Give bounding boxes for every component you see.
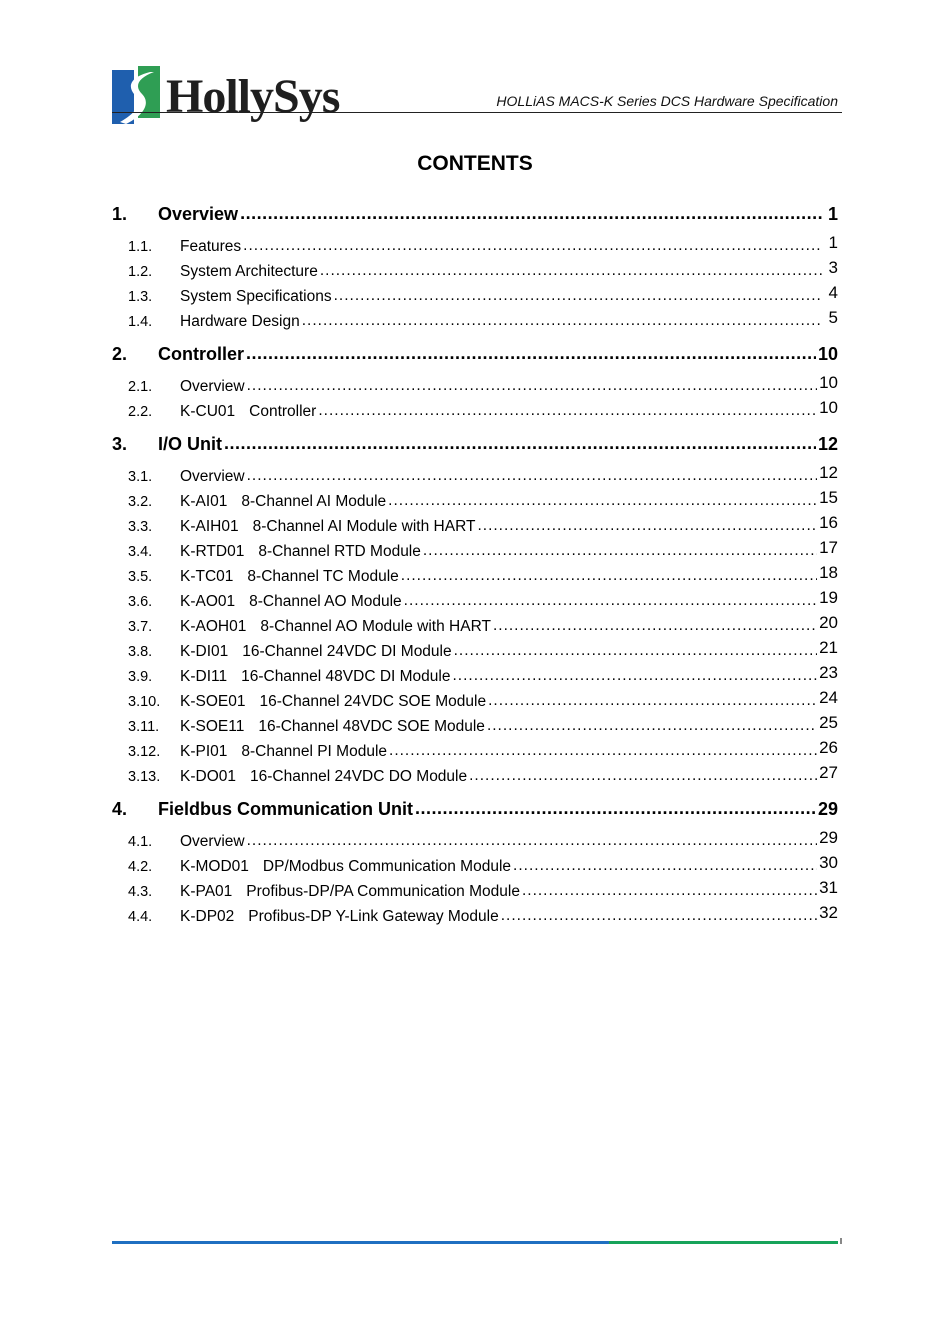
entry-title: Hardware Design [180,313,300,330]
module-code: K-AO01 [180,593,236,610]
entry-number: 3.13. [128,769,161,785]
toc-entry-row[interactable] [112,663,838,691]
entry-number: 3.9. [128,669,153,685]
entry-title: Controller [249,403,317,420]
entry-title-group [180,743,387,761]
entry-title-group [180,493,386,511]
entry-title-group [180,883,520,901]
entry-page-number: 5 [828,308,838,327]
toc-entry-row[interactable] [112,903,838,931]
contents-heading: CONTENTS [417,152,533,175]
dot-leader [415,798,816,819]
dot-leader [334,287,822,305]
dot-leader [452,667,817,685]
dot-leader [389,742,817,760]
entry-number: 4.4. [128,909,153,925]
toc-entry-row[interactable] [112,738,838,766]
dot-leader [469,767,817,785]
toc-entry-row[interactable] [112,688,838,716]
section-title: Controller [158,344,245,364]
module-code: K-MOD01 [180,858,249,875]
toc-entry-row[interactable] [112,828,838,856]
entry-title: 16-Channel 24VDC DO Module [250,768,468,785]
entry-number: 1.3. [128,289,153,305]
module-code: K-AI01 [180,493,228,510]
entry-page-number: 30 [819,853,838,872]
entry-title: 8-Channel TC Module [247,568,399,585]
logo-text: HollySys [166,70,340,123]
toc-entry-row[interactable] [112,713,838,741]
section-title: I/O Unit [158,434,222,454]
dot-leader [388,492,817,510]
entry-title: 16-Channel 24VDC DI Module [242,643,452,660]
entry-page-number: 27 [819,763,838,782]
toc-entry-row[interactable] [112,853,838,881]
entry-title: 16-Channel 24VDC SOE Module [259,693,487,710]
footer-rule-blue [112,1241,609,1244]
section-page-number: 12 [817,434,838,454]
dot-leader [302,312,822,330]
entry-number: 3.1. [128,469,153,485]
entry-title-group [180,263,318,281]
entry-title: Features [180,238,242,255]
module-code: K-AIH01 [180,518,239,535]
toc-entry-row[interactable] [112,233,838,261]
section-page-number: 1 [827,204,838,224]
toc-section-row[interactable] [112,204,838,228]
dot-leader [247,832,817,850]
entry-page-number: 23 [819,663,838,682]
entry-number: 4.1. [128,834,153,850]
toc-entry-row[interactable] [112,613,838,641]
toc-entry-row[interactable] [112,538,838,566]
entry-title: 8-Channel AI Module [241,493,387,510]
dot-leader [240,203,822,224]
entry-title: DP/Modbus Communication Module [262,858,512,875]
entry-page-number: 16 [819,513,838,532]
entry-title-group [180,908,499,926]
toc-entry-row[interactable] [112,463,838,491]
module-code: K-DI01 [180,643,229,660]
entry-page-number: 10 [819,373,838,392]
entry-page-number: 10 [819,398,838,417]
entry-page-number: 26 [819,738,838,757]
entry-title: 16-Channel 48VDC DI Module [241,668,451,685]
section-title: Overview [158,204,239,224]
entry-title-group [180,403,316,421]
hollysys-logo-icon [112,66,162,128]
entry-title-group [180,313,300,331]
entry-number: 3.10. [128,694,161,710]
entry-title-group [180,768,467,786]
entry-number: 3.8. [128,644,153,660]
entry-title-group [180,238,241,256]
entry-title-group [180,543,421,561]
dot-leader [488,692,817,710]
entry-number: 2.1. [128,379,153,395]
entry-title: 16-Channel 48VDC SOE Module [258,718,485,735]
entry-title: System Specifications [180,288,332,305]
toc-entry-row[interactable] [112,283,838,311]
module-code: K-AOH01 [180,618,247,635]
entry-title-group [180,518,475,536]
toc-entry-row[interactable] [112,563,838,591]
toc-entry-row[interactable] [112,513,838,541]
module-code: K-PI01 [180,743,228,760]
entry-page-number: 31 [819,878,838,897]
entry-page-number: 20 [819,613,838,632]
entry-page-number: 19 [819,588,838,607]
header-divider [112,112,842,113]
entry-title-group [180,468,245,486]
entry-page-number: 21 [819,638,838,657]
dot-leader [487,717,817,735]
dot-leader [493,617,817,635]
section-page-number: 10 [817,344,838,364]
toc-entry-row[interactable] [112,488,838,516]
dot-leader [404,592,817,610]
entry-title: Overview [180,833,245,850]
toc-entry-row[interactable] [112,373,838,401]
entry-number: 3.3. [128,519,153,535]
section-number: 1. [112,204,128,224]
dot-leader [320,262,822,280]
entry-title-group [180,288,332,306]
entry-page-number: 12 [819,463,838,482]
dot-leader [423,542,817,560]
section-title: Fieldbus Communication Unit [158,799,413,819]
entry-title: Overview [180,378,245,395]
entry-title: Overview [180,468,245,485]
entry-title-group [180,718,485,736]
entry-title-group [180,668,450,686]
toc-entry-row[interactable] [112,878,838,906]
toc-section-row[interactable] [112,434,838,458]
entry-number: 3.6. [128,594,153,610]
module-code: K-DO01 [180,768,236,785]
entry-title-group [180,833,245,851]
entry-number: 4.2. [128,859,153,875]
entry-page-number: 4 [828,283,838,302]
dot-leader [477,517,817,535]
entry-title: 8-Channel RTD Module [258,543,421,560]
entry-number: 3.4. [128,544,153,560]
page-header [112,66,842,128]
entry-number: 1.1. [128,239,153,255]
company-logo [112,66,339,128]
entry-title: System Architecture [180,263,318,280]
section-number: 4. [112,799,128,819]
entry-title: 8-Channel AI Module with HART [252,518,476,535]
module-code: K-DP02 [180,908,235,925]
dot-leader [246,343,816,364]
module-code: K-SOE01 [180,693,246,710]
toc-section-row[interactable] [112,344,838,368]
toc-section-row[interactable] [112,799,838,823]
entry-title-group [180,593,402,611]
entry-number: 1.4. [128,314,153,330]
dot-leader [243,237,822,255]
dot-leader [401,567,817,585]
module-code: K-DI11 [180,668,228,685]
toc-entry-row[interactable] [112,258,838,286]
entry-number: 3.12. [128,744,161,760]
dot-leader [247,377,817,395]
dot-leader [522,882,817,900]
entry-title-group [180,858,511,876]
entry-title-group [180,618,491,636]
toc-entry-row[interactable] [112,638,838,666]
dot-leader [318,402,817,420]
section-page-number: 29 [817,799,838,819]
entry-title: 8-Channel AO Module with HART [260,618,491,635]
entry-number: 1.2. [128,264,153,280]
entry-number: 3.7. [128,619,153,635]
toc-entry-row[interactable] [112,398,838,426]
dot-leader [501,907,817,925]
entry-title: Profibus-DP/PA Communication Module [246,883,520,900]
footer-rule-green [609,1241,838,1244]
module-code: K-CU01 [180,403,236,420]
entry-number: 4.3. [128,884,153,900]
entry-page-number: 1 [828,233,838,252]
dot-leader [247,467,817,485]
table-of-contents [112,204,838,931]
entry-page-number: 17 [819,538,838,557]
entry-title: 8-Channel AO Module [249,593,402,610]
entry-number: 2.2. [128,404,153,420]
module-code: K-RTD01 [180,543,245,560]
entry-page-number: 25 [819,713,838,732]
entry-page-number: 18 [819,563,838,582]
entry-title-group [180,643,452,661]
entry-page-number: 32 [819,903,838,922]
module-code: K-PA01 [180,883,233,900]
footer-mark [840,1238,842,1244]
entry-number: 3.5. [128,569,153,585]
entry-title: 8-Channel PI Module [241,743,388,760]
entry-title-group [180,568,399,586]
toc-entry-row[interactable] [112,588,838,616]
module-code: K-TC01 [180,568,234,585]
entry-page-number: 15 [819,488,838,507]
section-number: 3. [112,434,128,454]
entry-number: 3.2. [128,494,153,510]
dot-leader [513,857,817,875]
dot-leader [224,433,816,454]
dot-leader [454,642,817,660]
entry-page-number: 3 [828,258,838,277]
section-number: 2. [112,344,128,364]
document-title: HOLLiAS MACS-K Series DCS Hardware Specification [496,93,838,109]
toc-entry-row[interactable] [112,308,838,336]
toc-entry-row[interactable] [112,763,838,791]
entry-page-number: 24 [819,688,838,707]
entry-title-group [180,378,245,396]
entry-title-group [180,693,486,711]
entry-title: Profibus-DP Y-Link Gateway Module [248,908,499,925]
entry-number: 3.11. [128,719,160,735]
entry-page-number: 29 [819,828,838,847]
module-code: K-SOE11 [180,718,245,735]
